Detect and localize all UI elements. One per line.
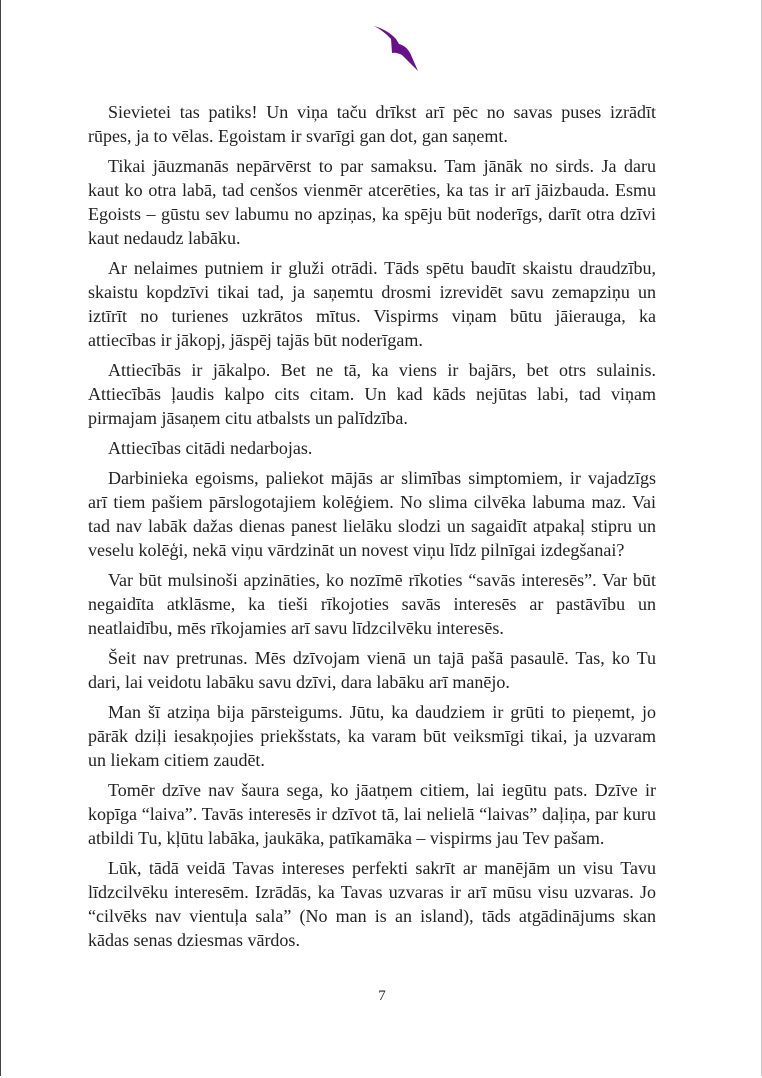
text-line: Tomēr dzīve nav šaura sega, ko jāatņem citiem, lai iegūtu pats. Dzīve ir <box>108 780 656 800</box>
text-line: “cilvēks nav vientuļa sala” (No man is an island), tāds atgādinājums skan <box>88 906 656 926</box>
text-line: iztīrīt no turienes uzkrātos mītus. Vispirms viņam būtu jāierauga, ka <box>88 306 656 326</box>
text-line: veselu kolēģi, nekā viņu vārdzināt un novest viņu līdz pilnīgai izdegšanai? <box>88 540 625 560</box>
paragraph <box>88 100 656 148</box>
text-line: pirmajam jāsaņem citu atbalsts un palīdzība. <box>88 408 408 428</box>
body-text <box>88 100 656 958</box>
paragraph <box>88 154 656 250</box>
page-number: 7 <box>378 988 386 1004</box>
text-line: arī tiem pašiem pārslogotajiem kolēģiem. No slima cilvēka labuma maz. Vai <box>88 492 656 512</box>
paragraph <box>88 358 656 430</box>
text-line: Attiecībās ļaudis kalpo cits citam. Un kad kāds nejūtas labi, tad viņam <box>88 384 656 404</box>
paragraph <box>88 256 656 352</box>
text-line: kādas senas dziesmas vārdos. <box>88 930 300 950</box>
text-line: Attiecības citādi nedarbojas. <box>108 438 313 458</box>
text-line: tad nav labāk dažas dienas panest lielāku slodzi un sagaidīt atpakaļ stipru un <box>88 516 656 536</box>
text-line: attiecības ir jākopj, jāspēj tajās būt noderīgam. <box>88 330 423 350</box>
text-line: Egoists – gūstu sev labumu no apziņas, ka spēju būt noderīgs, darīt otra dzīvi <box>88 204 656 224</box>
text-line: Ar nelaimes putniem ir gluži otrādi. Tāds spētu baudīt skaistu draudzību, <box>108 258 656 278</box>
text-line: rūpes, ja to vēlas. Egoistam ir svarīgi gan dot, gan saņemt. <box>88 126 508 146</box>
paragraph <box>88 856 656 952</box>
text-line: Var būt mulsinoši apzināties, ko nozīmē rīkoties “savās interesēs”. Var būt <box>108 570 656 590</box>
text-line: skaistu kopdzīvi tikai tad, ja saņemtu drosmi izrevidēt savu zemapziņu un <box>88 282 656 302</box>
text-line: pārāk dziļi iesakņojies priekšstats, ka varam būt veiksmīgi tikai, ja uzvaram <box>88 726 656 746</box>
text-line: Attiecībās ir jākalpo. Bet ne tā, ka viens ir bajārs, bet otrs sulainis. <box>108 360 656 380</box>
text-line: Lūk, tādā veidā Tavas intereses perfekti sakrīt ar manējām un visu Tavu <box>108 858 656 878</box>
paragraph <box>88 436 656 460</box>
text-line: Man šī atziņa bija pārsteigums. Jūtu, ka daudziem ir grūti to pieņemt, jo <box>108 702 656 722</box>
text-line: Tikai jāuzmanās nepārvērst to par samaksu. Tam jānāk no sirds. Ja daru <box>108 156 656 176</box>
text-line: Darbinieka egoisms, paliekot mājās ar slimības simptomiem, ir vajadzīgs <box>108 468 656 488</box>
text-line: negaidīta atklāsme, ka tieši rīkojoties savās interesēs ar pastāvību un <box>88 594 656 614</box>
text-line: dari, lai veidotu labāku savu dzīvi, dara labāku arī manējo. <box>88 672 510 692</box>
text-line: Šeit nav pretrunas. Mēs dzīvojam vienā un tajā pašā pasaulē. Tas, ko Tu <box>108 648 656 668</box>
text-line: neatlaidību, mēs rīkojamies arī savu līdzcilvēku interesēs. <box>88 618 504 638</box>
text-line: Sievietei tas patiks! Un viņa taču drīkst arī pēc no savas puses izrādīt <box>108 102 656 122</box>
text-line: un liekam citiem zaudēt. <box>88 750 265 770</box>
paragraph <box>88 466 656 562</box>
text-line: kaut nedaudz labāku. <box>88 228 241 248</box>
paragraph <box>88 700 656 772</box>
text-line: atbildi Tu, kļūtu labāka, jaukāka, patīkamāka – vispirms jau Tev pašam. <box>88 828 605 848</box>
bird-icon <box>341 10 441 90</box>
paragraph <box>88 778 656 850</box>
text-line: līdzcilvēku interesēm. Izrādās, ka Tavas uzvaras ir arī mūsu visu uzvaras. Jo <box>88 882 656 902</box>
text-line: kopīga “laiva”. Tavās interesēs ir dzīvot tā, lai nelielā “laivas” daļiņa, par kuru <box>88 804 656 824</box>
text-line: kaut ko otra labā, tad cenšos vienmēr atcerēties, ka tas ir arī jāizbauda. Esmu <box>88 180 656 200</box>
paragraph <box>88 646 656 694</box>
paragraph <box>88 568 656 640</box>
